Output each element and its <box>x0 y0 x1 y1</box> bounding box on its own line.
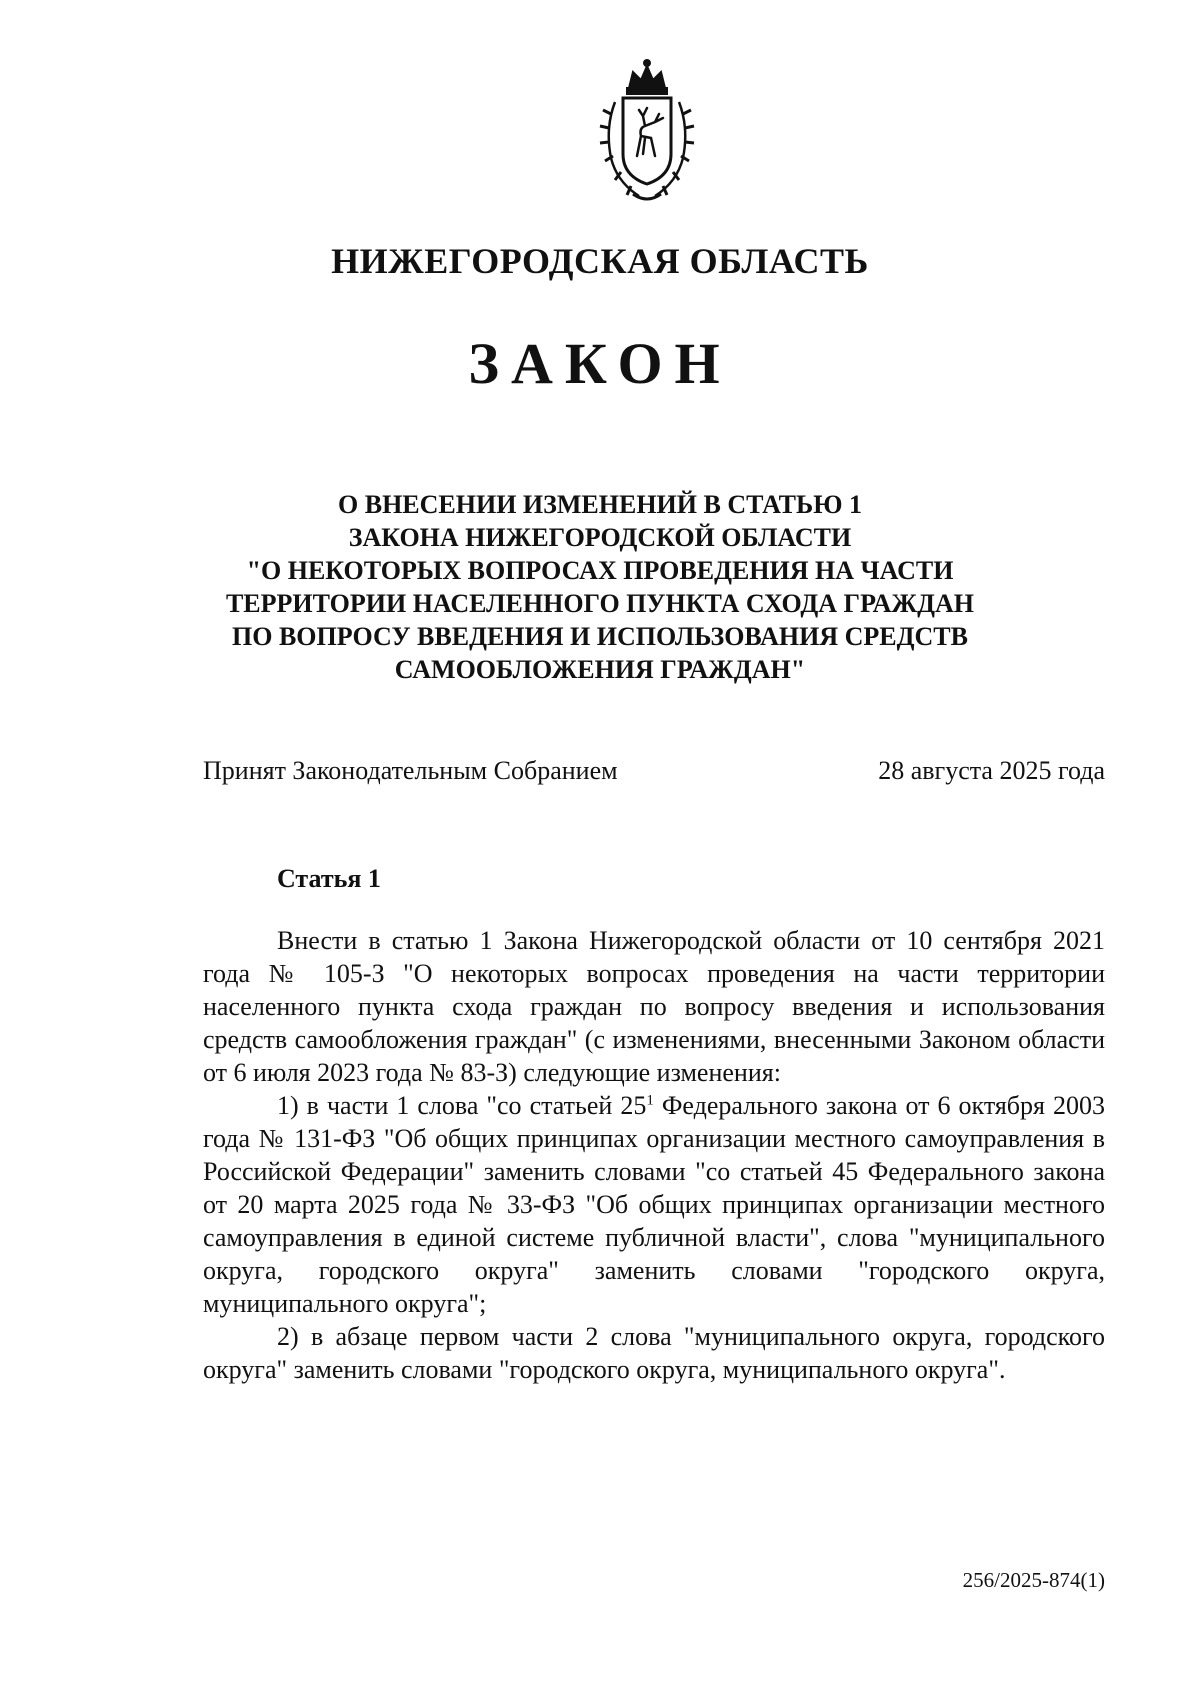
article-body <box>203 924 1105 1386</box>
law-title-line: О ВНЕСЕНИИ ИЗМЕНЕНИЙ В СТАТЬЮ 1 <box>338 490 862 519</box>
law-title-line: САМООБЛОЖЕНИЯ ГРАЖДАН" <box>394 655 806 684</box>
law-title <box>0 488 1200 686</box>
item-1-text-start: 1) в части 1 слова "со статьей 25 <box>277 1091 647 1120</box>
adoption-date: 28 августа 2025 года <box>878 756 1105 785</box>
coat-of-arms-icon <box>589 58 705 208</box>
law-title-line: "О НЕКОТОРЫХ ВОПРОСАХ ПРОВЕДЕНИЯ НА ЧАСТИ <box>246 556 954 585</box>
law-title-line: ЗАКОНА НИЖЕГОРОДСКОЙ ОБЛАСТИ <box>348 523 852 552</box>
article-item-1 <box>203 1089 1105 1320</box>
adoption-label: Принят Законодательным Собранием <box>203 756 618 785</box>
document-type: ЗАКОН <box>468 331 732 396</box>
law-title-line: ТЕРРИТОРИИ НАСЕЛЕННОГО ПУНКТА СХОДА ГРАЖДАН <box>225 589 975 618</box>
article-heading: Статья 1 <box>277 864 381 893</box>
article-item-2: 2) в абзаце первом части 2 слова "муниципального округа, городского округа" заменить словами "городского округа, муниципального округа". <box>203 1322 1105 1384</box>
region-name: НИЖЕГОРОДСКАЯ ОБЛАСТЬ <box>331 241 869 281</box>
article-intro-paragraph: Внести в статью 1 Закона Нижегородской области от 10 сентября 2021 года № 105-З "О некоторых вопросах проведения на части территории населенного пункта схода граждан по вопросу введения и использования средств самообложения граждан" (с изменениями, внесенными Законом области от 6 июля 2023 года № 83-З) следующие изменения: <box>203 926 1105 1087</box>
superscript: 1 <box>646 1092 654 1109</box>
item-1-text-end: Федерального закона от 6 октября 2003 года № 131-ФЗ "Об общих принципах организации местного самоуправления в Российской Федерации" заменить словами "со статьей 45 Федерального закона от 20 марта 2025 года № 33-ФЗ "Об общих принципах организации местного самоуправления в единой системе публичной власти", слова "муниципального округа, городского округа" заменить словами "городского округа, муниципального округа"; <box>203 1091 1105 1318</box>
law-title-line: ПО ВОПРОСУ ВВЕДЕНИЯ И ИСПОЛЬЗОВАНИЯ СРЕДСТВ <box>232 622 968 651</box>
document-number: 256/2025-874(1) <box>962 1568 1105 1592</box>
